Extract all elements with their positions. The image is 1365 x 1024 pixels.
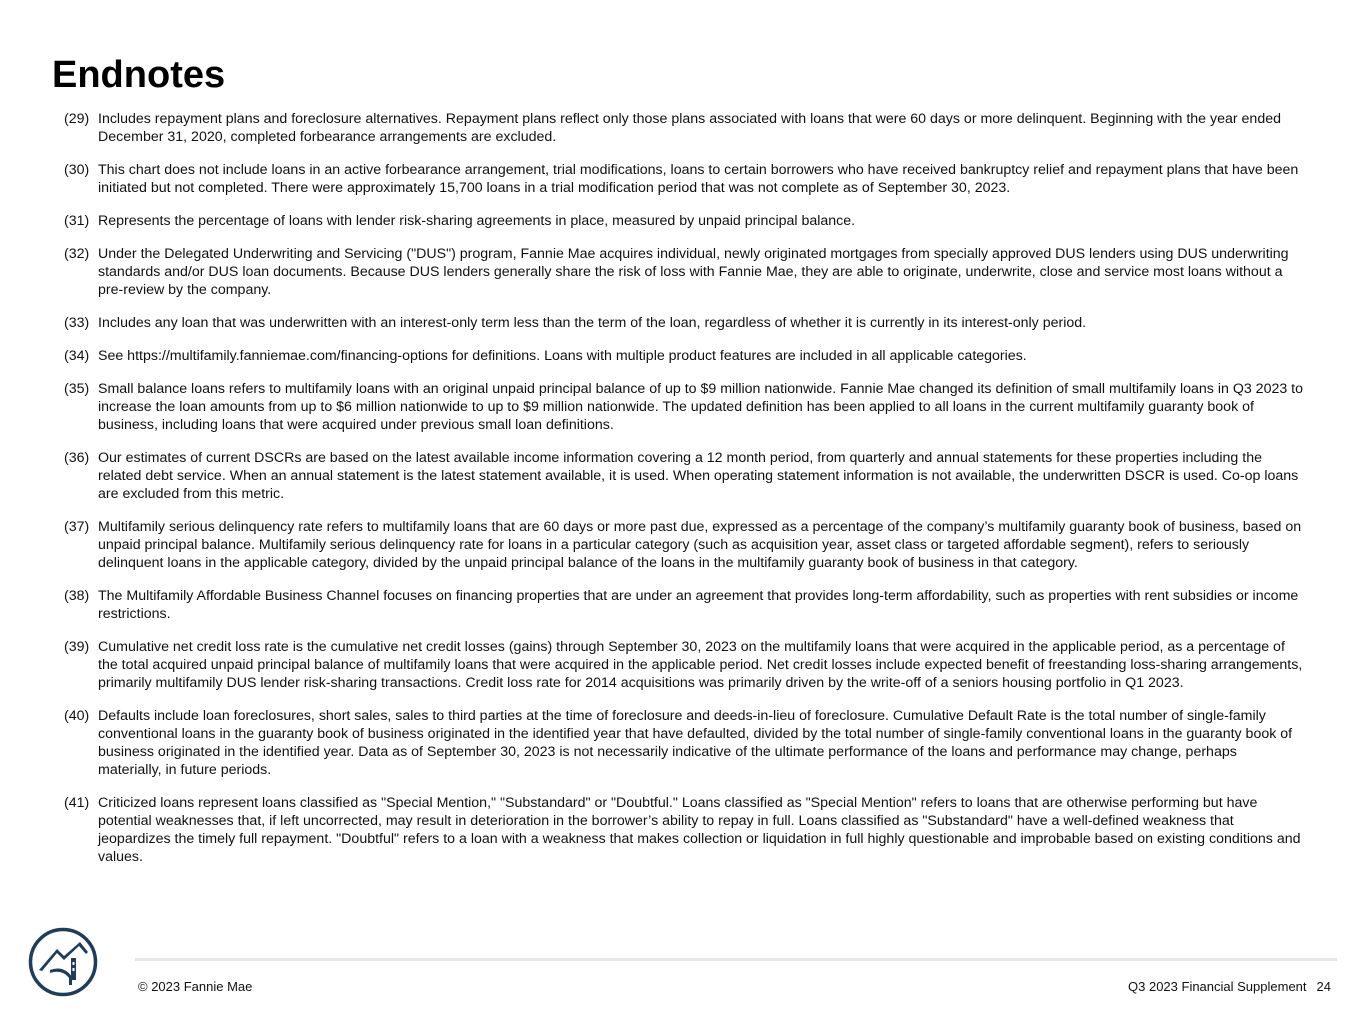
endnote-number: (41) [64,795,90,811]
footer-copyright: © 2023 Fannie Mae [138,979,253,994]
endnote-number: (32) [64,246,90,262]
endnote-text: The Multifamily Affordable Business Channel focuses on financing properties that are under an agreement that provides long-term affordability, such as properties with rent subsidies or income restrictions. [98,588,1299,622]
endnote-item [64,449,1304,503]
endnote-item [64,347,1304,365]
endnote-text: Includes any loan that was underwritten with an interest-only term less than the term of the loan, regardless of whether it is currently in its interest-only period. [98,315,1087,331]
endnote-text: Defaults include loan foreclosures, short sales, sales to third parties at the time of foreclosure and deeds-in-lieu of foreclosure. Cumulative Default Rate is the total number of single-family conventional loans in the guaranty book of business originated in the identified year that have defaulted, divided by the total number of single-family conventional loans in the guaranty book of business originated in the identified year. Data as of September 30, 2023 is not necessarily indicative of the ultimate performance of the loans and performance may change, perhaps materially, in future periods. [98,708,1293,778]
footer-document-info [1128,979,1331,995]
endnote-item [64,245,1304,299]
endnote-text: This chart does not include loans in an active forbearance arrangement, trial modifications, loans to certain borrowers who have received bankruptcy relief and repayment plans that have been initiated but not completed. There were approximately 15,700 loans in a trial modification period that was not complete as of September 30, 2023. [98,162,1299,196]
endnote-text: Multifamily serious delinquency rate refers to multifamily loans that are 60 days or more past due, expressed as a percentage of the company’s multifamily guaranty book of business, based on unpaid principal balance. Multifamily serious delinquency rate for loans in a particular category (such as acquisition year, asset class or targeted affordable segment), refers to seriously delinquent loans in the applicable category, divided by the unpaid principal balance of the loans in the multifamily guaranty book of business in that category. [98,519,1302,571]
endnote-text: Our estimates of current DSCRs are based on the latest available income information covering a 12 month period, from quarterly and annual statements for these properties including the related debt service. When an annual statement is the latest statement available, it is used. When operating statement information is not available, the underwritten DSCR is used. Co-op loans are excluded from this metric. [98,450,1299,502]
endnotes-list [64,110,1304,881]
endnote-item [64,212,1304,230]
endnote-item [64,638,1304,692]
endnote-text: See https://multifamily.fanniemae.com/financing-options for definitions. Loans with multiple product features are included in all applicable categories. [98,348,1027,364]
endnote-text: Under the Delegated Underwriting and Servicing ("DUS") program, Fannie Mae acquires individual, newly originated mortgages from specially approved DUS lenders using DUS underwriting standards and/or DUS loan documents. Because DUS lenders generally share the risk of loss with Fannie Mae, they are able to originate, underwrite, close and service most loans without a pre-review by the company. [98,246,1289,298]
footer-page-number: 24 [1316,979,1331,994]
endnote-item [64,707,1304,779]
endnote-number: (35) [64,381,90,397]
endnote-item [64,518,1304,572]
endnote-number: (34) [64,348,90,364]
endnote-number: (30) [64,162,90,178]
endnote-number: (39) [64,639,90,655]
page-title: Endnotes [52,54,226,96]
endnote-item [64,110,1304,146]
footer-document-name: Q3 2023 Financial Supplement [1128,979,1307,994]
endnote-item [64,314,1304,332]
endnote-text: Includes repayment plans and foreclosure alternatives. Repayment plans reflect only those plans associated with loans that were 60 days or more delinquent. Beginning with the year ended December 31, 2020, completed forbearance arrangements are excluded. [98,111,1281,145]
endnote-text: Criticized loans represent loans classified as "Special Mention," "Substandard" or "Doubtful." Loans classified as "Special Mention" refers to loans that are otherwise performing but have potential weaknesses that, if left uncorrected, may result in deterioration in the borrower’s ability to repay in full. Loans classified as "Substandard" have a well-defined weakness that jeopardizes the timely full repayment. "Doubtful" refers to a loan with a weakness that makes collection or liquidation in full highly questionable and improbable based on existing conditions and values. [98,795,1301,865]
endnote-number: (36) [64,450,90,466]
endnote-item [64,161,1304,197]
fannie-mae-house-logo-icon [28,927,98,997]
endnote-number: (37) [64,519,90,535]
endnote-number: (29) [64,111,90,127]
endnote-item [64,380,1304,434]
endnote-text: Cumulative net credit loss rate is the cumulative net credit losses (gains) through September 30, 2023 on the multifamily loans that were acquired in the applicable period, as a percentage of the total acquired unpaid principal balance of multifamily loans that were acquired in the applicable period. Net credit losses include expected benefit of freestanding loss-sharing arrangements, primarily multifamily DUS lender risk-sharing transactions. Credit loss rate for 2014 acquisitions was primarily driven by the write-off of a seniors housing portfolio in Q1 2023. [98,639,1303,691]
endnote-item [64,794,1304,866]
endnote-number: (33) [64,315,90,331]
endnote-number: (38) [64,588,90,604]
endnote-text: Represents the percentage of loans with lender risk-sharing agreements in place, measured by unpaid principal balance. [98,213,856,229]
footer-divider [135,958,1337,961]
endnote-item [64,587,1304,623]
endnote-number: (40) [64,708,90,724]
endnote-text: Small balance loans refers to multifamily loans with an original unpaid principal balance of up to $9 million nationwide. Fannie Mae changed its definition of small multifamily loans in Q3 2023 to increase the loan amounts from up to $6 million nationwide to up to $9 million nationwide. The updated definition has been applied to all loans in the current multifamily guaranty book of business, including loans that were acquired under previous small loan definitions. [98,381,1304,433]
endnote-number: (31) [64,213,90,229]
